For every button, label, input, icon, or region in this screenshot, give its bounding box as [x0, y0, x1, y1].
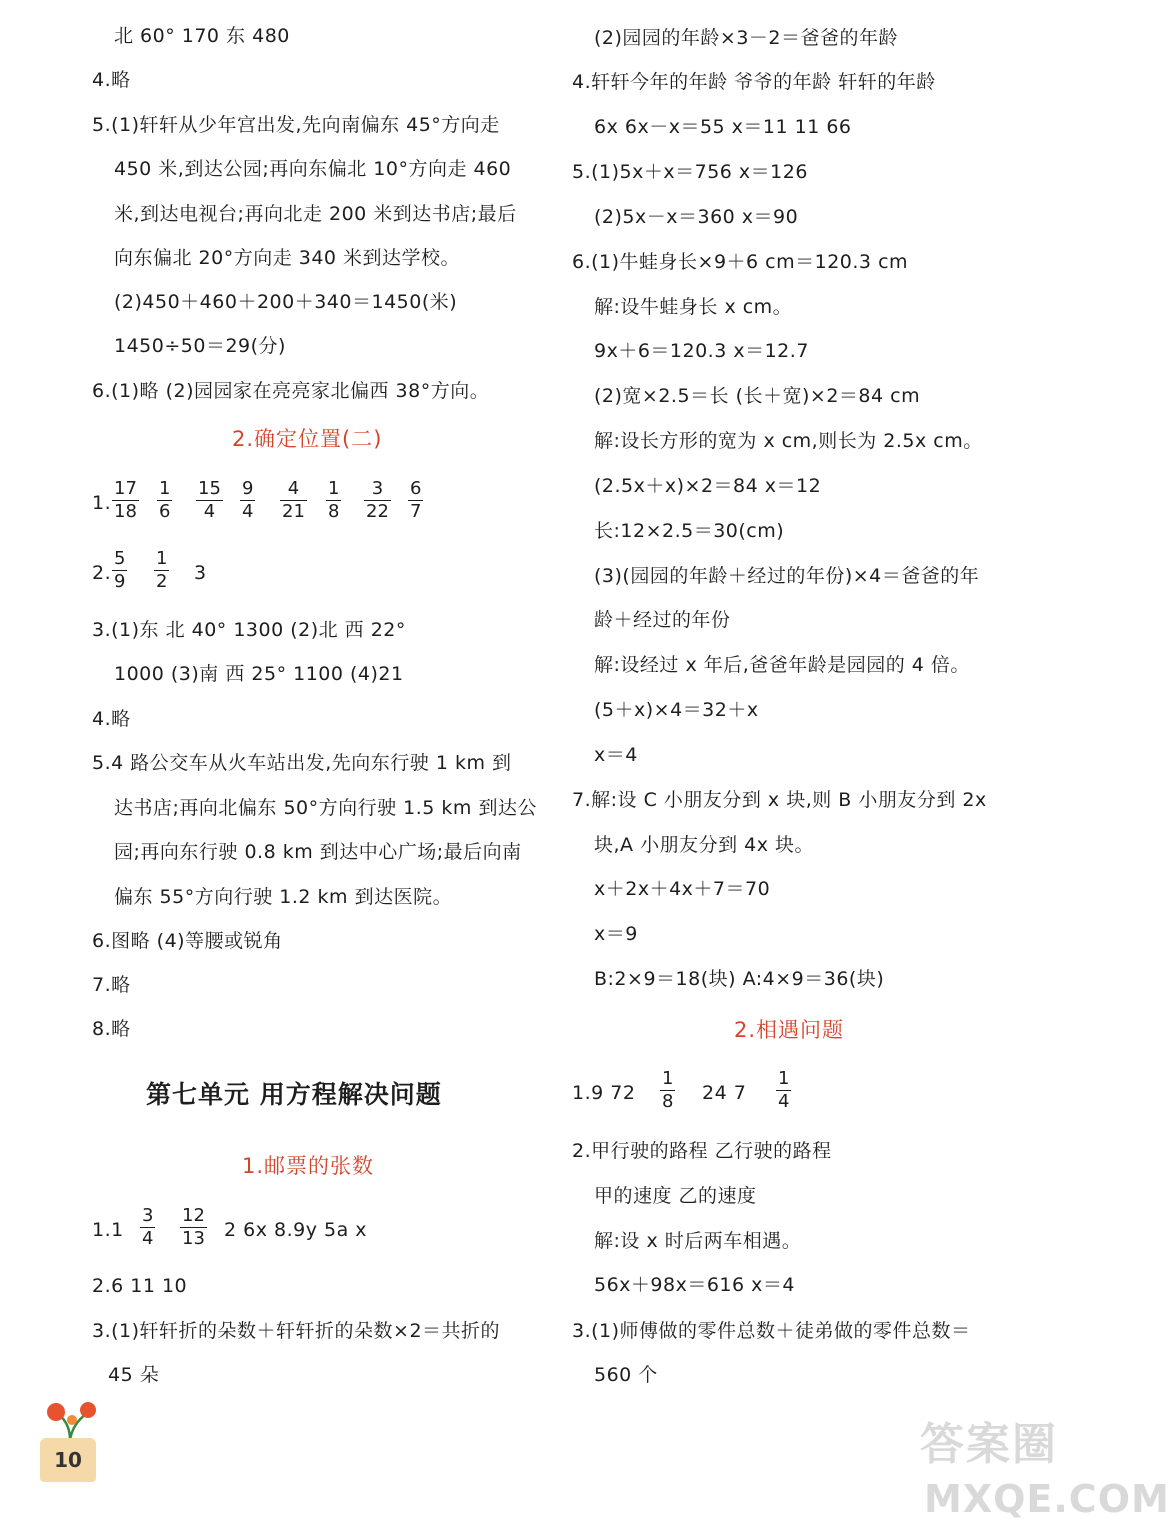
watermark-url: MXQE.COM	[924, 1477, 1170, 1521]
question-label: 1.1	[92, 1219, 124, 1241]
fraction: 1 2	[156, 548, 168, 592]
text-line: 56x＋98x＝616 x＝4	[594, 1274, 795, 1296]
text-line: 5.(1)5x＋x＝756 x＝126	[572, 161, 808, 183]
fraction: 15 4	[198, 478, 221, 522]
text-line: 3.(1)东 北 40° 1300 (2)北 西 22°	[92, 619, 406, 641]
text-line: (3)(园园的年龄＋经过的年份)×4＝爸爸的年	[594, 565, 980, 587]
text-line: 达书店;再向北偏东 50°方向行驶 1.5 km 到达公	[114, 797, 537, 819]
text-line: 解:设 x 时后两车相遇。	[594, 1230, 802, 1252]
question-label: 1.	[92, 492, 112, 514]
answer-value: 2 6x 8.9y 5a x	[224, 1219, 368, 1241]
watermark-text: 答案圈	[920, 1419, 1058, 1470]
answer-value: 1.9 72	[572, 1082, 636, 1104]
fraction: 1 8	[328, 478, 340, 522]
text-line: 560 个	[594, 1364, 658, 1386]
text-line: x＝4	[594, 744, 638, 766]
text-line: (2)5x－x＝360 x＝90	[594, 206, 799, 228]
text-line: 4.略	[92, 69, 131, 91]
section-heading: 1.邮票的张数	[242, 1154, 375, 1178]
page-number: 10	[40, 1438, 96, 1482]
fraction: 6 7	[410, 478, 422, 522]
fraction: 1 4	[778, 1068, 790, 1112]
fraction: 1 6	[159, 478, 171, 522]
answer-value: 3	[194, 562, 207, 584]
text-line: 解:设长方形的宽为 x cm,则长为 2.5x cm。	[594, 430, 983, 452]
section-heading: 2.确定位置(二)	[232, 427, 383, 451]
text-line: 解:设经过 x 年后,爸爸年龄是园园的 4 倍。	[594, 654, 970, 676]
text-line: 块,A 小朋友分到 4x 块。	[594, 834, 814, 856]
text-line: 1450÷50＝29(分)	[114, 335, 286, 357]
text-line: 3.(1)轩轩折的朵数＋轩轩折的朵数×2＝共折的	[92, 1320, 501, 1342]
text-line: 长:12×2.5＝30(cm)	[594, 520, 785, 542]
answer-value: 24 7	[702, 1082, 747, 1104]
text-line: 6.(1)牛蛙身长×9＋6 cm＝120.3 cm	[572, 251, 909, 273]
text-line: 9x＋6＝120.3 x＝12.7	[594, 340, 809, 362]
text-line: B:2×9＝18(块) A:4×9＝36(块)	[594, 968, 885, 990]
text-line: 甲的速度 乙的速度	[594, 1185, 757, 1207]
text-line: 1000 (3)南 西 25° 1100 (4)21	[114, 663, 404, 685]
text-line: x＋2x＋4x＋7＝70	[594, 878, 771, 900]
text-line: 龄＋经过的年份	[594, 609, 731, 631]
text-line: 5.(1)轩轩从少年宫出发,先向南偏东 45°方向走	[92, 114, 500, 136]
question-label: 2.	[92, 562, 112, 584]
text-line: 5.4 路公交车从火车站出发,先向东行驶 1 km 到	[92, 752, 512, 774]
text-line: 2.甲行驶的路程 乙行驶的路程	[572, 1140, 832, 1162]
text-line: 8.略	[92, 1018, 131, 1040]
text-line: (5＋x)×4＝32＋x	[594, 699, 759, 721]
fraction: 5 9	[114, 548, 126, 592]
text-line: (2)宽×2.5＝长 (长＋宽)×2＝84 cm	[594, 385, 921, 407]
text-line: 450 米,到达公园;再向东偏北 10°方向走 460	[114, 158, 512, 180]
text-line: 7.解:设 C 小朋友分到 x 块,则 B 小朋友分到 2x	[572, 789, 987, 811]
text-line: 6.(1)略 (2)园园家在亮亮家北偏西 38°方向。	[92, 380, 490, 402]
text-line: (2)450＋460＋200＋340＝1450(米)	[114, 291, 458, 313]
text-line: 向东偏北 20°方向走 340 米到达学校。	[114, 247, 461, 269]
text-line: 偏东 55°方向行驶 1.2 km 到达医院。	[114, 886, 453, 908]
text-line: 6.图略 (4)等腰或锐角	[92, 930, 283, 952]
unit-title: 第七单元 用方程解决问题	[146, 1080, 442, 1109]
text-line: (2)园园的年龄×3－2＝爸爸的年龄	[594, 27, 899, 49]
fraction: 1 8	[662, 1068, 674, 1112]
text-line: 4.轩轩今年的年龄 爷爷的年龄 轩轩的年龄	[572, 71, 936, 93]
text-line: 45 朵	[108, 1364, 160, 1386]
fraction: 17 18	[114, 478, 137, 522]
fraction: 4 21	[282, 478, 305, 522]
text-line: 2.6 11 10	[92, 1275, 188, 1297]
fraction: 3 4	[142, 1205, 154, 1249]
text-line: 园;再向东行驶 0.8 km 到达中心广场;最后向南	[114, 841, 522, 863]
plant-icon	[38, 1400, 102, 1442]
text-line: 7.略	[92, 974, 131, 996]
text-line: 3.(1)师傅做的零件总数＋徒弟做的零件总数＝	[572, 1320, 971, 1342]
section-heading: 2.相遇问题	[734, 1018, 845, 1042]
text-line: (2.5x＋x)×2＝84 x＝12	[594, 475, 822, 497]
fraction: 12 13	[182, 1205, 205, 1249]
text-line: 北 60° 170 东 480	[114, 25, 290, 47]
text-line: 米,到达电视台;再向北走 200 米到达书店;最后	[114, 203, 517, 225]
fraction: 9 4	[242, 478, 254, 522]
text-line: 解:设牛蛙身长 x cm。	[594, 296, 793, 318]
text-line: 4.略	[92, 708, 131, 730]
text-line: x＝9	[594, 923, 638, 945]
text-line: 6x 6x－x＝55 x＝11 11 66	[594, 116, 852, 138]
fraction: 3 22	[366, 478, 389, 522]
